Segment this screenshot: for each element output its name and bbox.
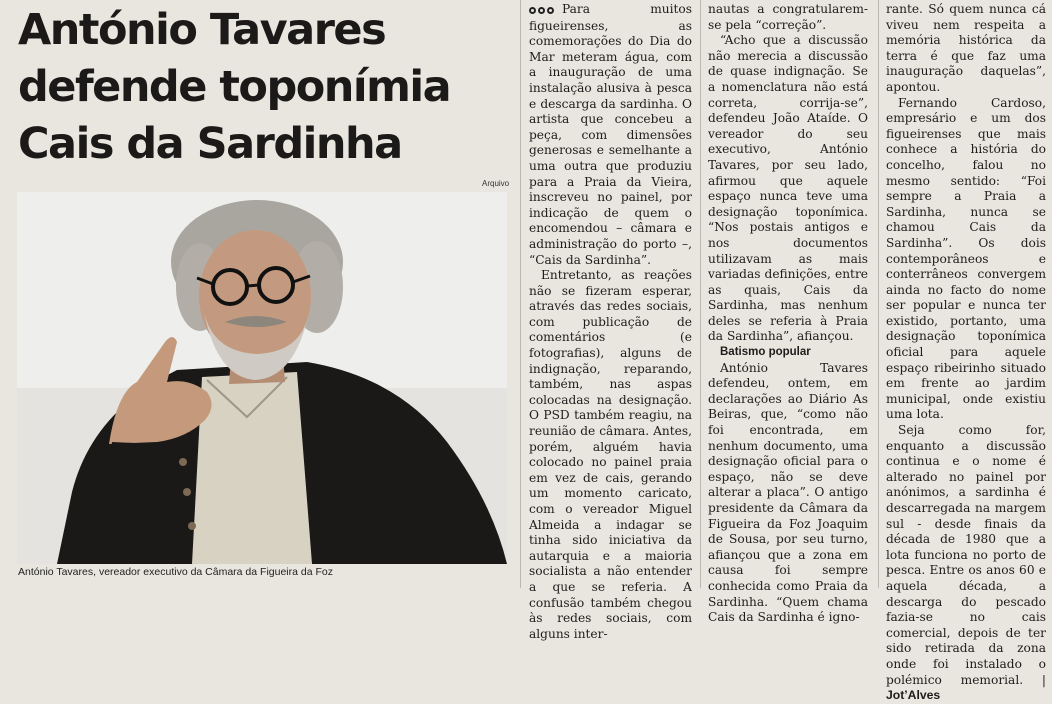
article-column-1 [529,2,692,641]
subheading: Batismo popular [720,346,811,359]
paragraph [529,2,692,268]
author-signature: Jot’Alves [886,688,941,703]
paragraph: nautas a congratularem-se pela “correção”. [708,2,868,32]
paragraph-text: Para muitos figueirenses, as comemorações do Dia do Mar meteram água, com a inauguração de uma instalação alusiva à pesca e descarga da sardinha. O artista que concebeu a peça, com dimensões generosas e semelhante a uma outra que produziu para a Praia da Vieira, inscreveu no painel, por indicação de quem o encomendou – câmara e administração do porto –, “Cais da Sardinha”. [529,2,692,267]
portrait-photo [17,192,507,564]
article-column-2 [708,2,868,625]
paragraph: Entretanto, as reações não se fizeram esperar, através das redes sociais, com publicação de comentários (e fotografias), alguns de indignação, reparando, também, nas aspas colocadas na designação. O PSD também reagiu, na reunião de câmara. Antes, porém, alguém havia colocado no painel praia em vez de cais, gerando um momento caricato, com o vereador Miguel Almeida a indagar se tinha sido iniciativa da autarquia e a maioria socialista a não entender a que se referia. A confusão também chegou às redes sociais, com alguns inter- [529,268,692,641]
column-rule [878,0,879,588]
paragraph-text: Seja como for, enquanto a discussão continua e o nome é alterado no painel por anónimos, a sardinha é descarregada na margem sul - desde finais da década de 1980 que a lota funciona no porto de pesca. Entre os anos 60 e aquela década, a descarga do pescado fazia-se no cais comercial, depois de ter sido retirada da zona onde foi instalado o polémico memorial. [886,423,1046,687]
bullet-dots-icon [529,3,556,19]
headline [18,2,518,173]
headline-line-2: defende toponímia [18,62,451,112]
paragraph: Seja como for, enquanto a discussão continua e o nome é alterado no painel por anónimos, a sardinha é descarregada na margem sul - desde finais da década de 1980 que a lota funciona no porto de pesca. Entre os anos 60 e aquela década, a descarga do pescado fazia-se no cais comercial, depois de ter sido retirada da zona onde foi instalado o polémico memorial. | Jot’Alves [886,423,1046,703]
headline-line-3: Cais da Sardinha [18,119,402,169]
photo-caption: António Tavares, vereador executivo da Câmara da Figueira da Foz [18,566,333,578]
column-rule [520,0,521,588]
photo-credit: Arquivo [482,179,510,188]
article-column-3 [886,2,1046,703]
paragraph: “Acho que a discussão não merecia a discussão de quase indignação. Se a nomenclatura não está correta, corrija-se”, defendeu João Ataíde. O vereador do seu executivo, António Tavares, por seu lado, afirmou que aquele espaço nunca teve uma designação toponímica. “Nos postais antigos e nos documentos utilizavam as mais variadas definições, entre as quais, Cais da Sardinha, mas nenhum deles se referia à Praia da Sardinha”, afiançou. [708,33,868,344]
column-rule [700,0,701,588]
headline-line-1: António Tavares [18,5,386,55]
paragraph: rante. Só quem nunca cá viveu nem respeita a memória histórica da terra é que faz uma inauguração daquelas”, apontou. [886,2,1046,94]
paragraph: António Tavares defendeu, ontem, em declarações ao Diário As Beiras, que, “como não foi encontrada, em nenhum documento, uma designação oficial para o espaço, não se deve alterar a placa”. O antigo presidente da Câmara da Figueira da Foz Joaquim de Sousa, por seu turno, afiançou que a zona em causa foi sempre conhecida como Praia da Sardinha. “Quem chama Cais da Sardinha é igno- [708,360,868,625]
paragraph: Fernando Cardoso, empresário e um dos figueirenses que mais conhece a história do concelho, falou no mesmo sentido: “Foi sempre a Praia a Sardinha, nunca se chamou Cais da Sardinha”. Os dois contemporâneos e conterrâneos convergem ainda no facto do nome ser popular e nunca ter existido, portanto, uma designação toponímica oficial para aquele espaço ribeirinho situado em frente ao jardim municipal, onde existiu uma lota. [886,95,1046,422]
portrait-illustration [17,192,507,564]
